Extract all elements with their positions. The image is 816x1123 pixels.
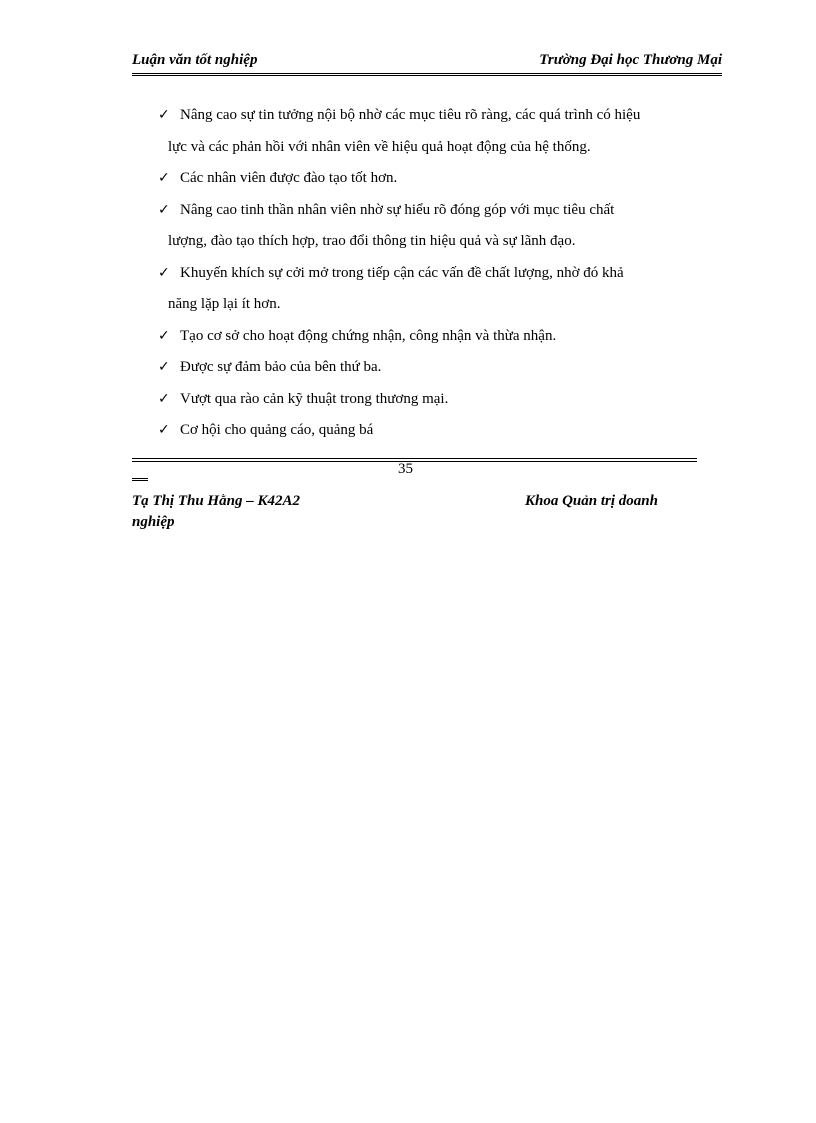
list-item: [158, 352, 722, 384]
page-header: [132, 52, 722, 74]
check-icon: ✓: [158, 201, 170, 218]
header-university: Trường Đại học Thương Mại: [539, 52, 722, 68]
list-item-text: Các nhân viên được đào tạo tốt hơn.: [180, 170, 398, 186]
check-icon: ✓: [158, 107, 170, 123]
list-item: [158, 415, 722, 447]
check-icon: ✓: [158, 359, 170, 375]
footer-divider: [132, 458, 697, 462]
list-item-text: Cơ hội cho quảng cáo, quảng bá: [180, 422, 374, 438]
footer-divider-stub: [132, 478, 148, 481]
header-thesis-title: Luận văn tốt nghiệp: [132, 52, 258, 68]
list-item-text: Được sự đảm bảo của bên thứ ba.: [180, 359, 382, 375]
list-item-text: Vượt qua rào cản kỹ thuật trong thương mại.: [180, 390, 449, 407]
footer-author: Tạ Thị Thu Hằng – K42A2: [132, 493, 300, 509]
footer-faculty-wrap: nghiệp: [132, 514, 175, 530]
list-item: [158, 321, 722, 353]
benefits-list: [158, 100, 722, 447]
check-icon: ✓: [158, 264, 170, 281]
footer-faculty: Khoa Quản trị doanh: [525, 493, 658, 509]
list-item-text: Nâng cao tinh thần nhân viên nhờ sự hiểu rõ đóng góp với mục tiêu chất lượng, đào tạo thích hợp, trao đổi thông tin hiệu quả và sự lãnh đạo.: [168, 201, 615, 249]
check-icon: ✓: [158, 422, 170, 438]
check-icon: ✓: [158, 390, 170, 407]
list-item: [158, 195, 722, 258]
list-item-text: Tạo cơ sở cho hoạt động chứng nhận, công nhận và thừa nhận.: [180, 327, 557, 344]
list-item: [158, 384, 722, 416]
check-icon: ✓: [158, 327, 170, 344]
page-number: 35: [398, 461, 413, 477]
header-divider: [132, 73, 722, 76]
list-item-text: Nâng cao sự tin tưởng nội bộ nhờ các mục tiêu rõ ràng, các quá trình có hiệu lực và các phản hồi với nhân viên về hiệu quả hoạt động của hệ thống.: [168, 107, 641, 155]
list-item: [158, 258, 722, 321]
list-item: [158, 163, 722, 195]
list-item: [158, 100, 722, 163]
list-item-text: Khuyến khích sự cởi mở trong tiếp cận các vấn đề chất lượng, nhờ đó khả năng lặp lại ít hơn.: [168, 264, 624, 312]
check-icon: ✓: [158, 170, 170, 186]
